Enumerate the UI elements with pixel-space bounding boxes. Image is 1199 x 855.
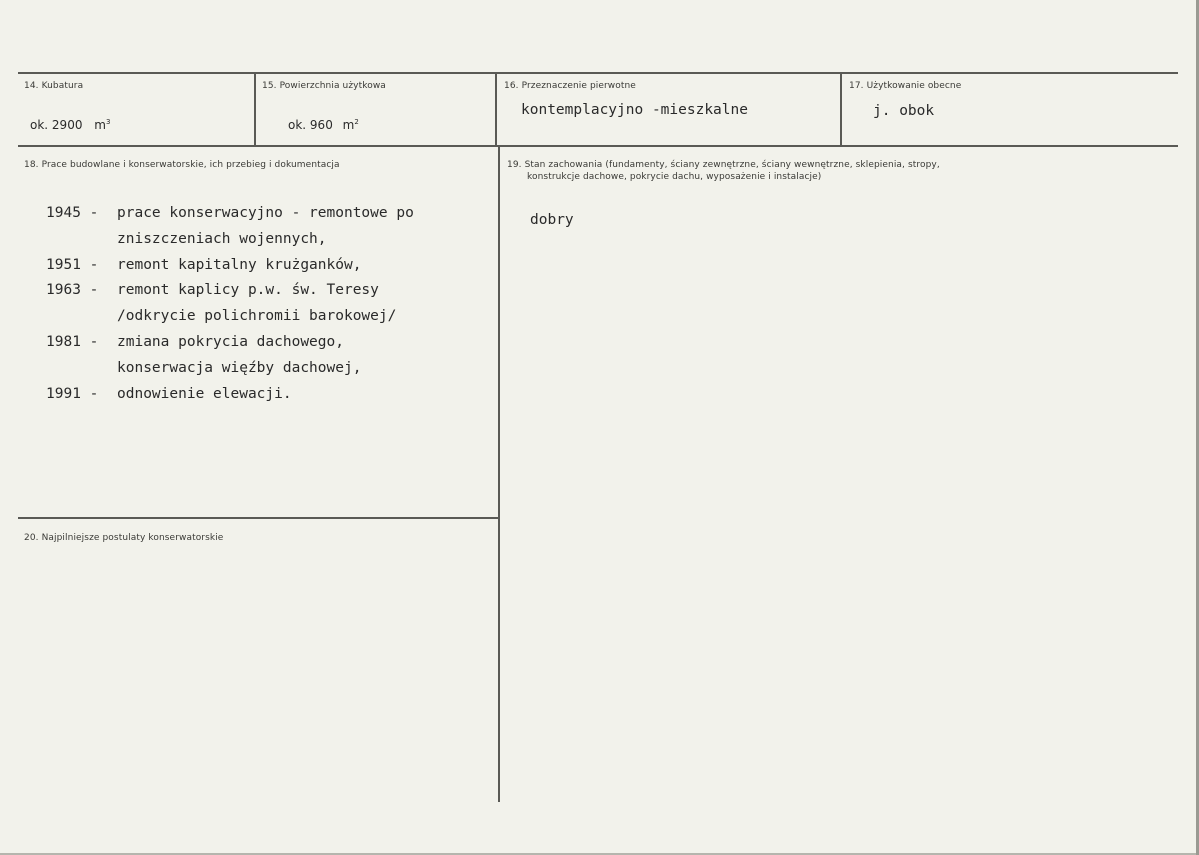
powierzchnia-unit-exp: 2: [354, 118, 359, 126]
field-14-label: 14. Kubatura: [24, 81, 84, 91]
works-year: 1951 -: [46, 256, 99, 273]
field-17-value: j. obok: [873, 103, 935, 119]
works-text: konserwacja więźby dachowej,: [117, 359, 362, 376]
powierzchnia-unit: [343, 118, 359, 132]
powierzchnia-unit-text: m: [342, 118, 355, 132]
field-15-label: 15. Powierzchnia użytkowa: [262, 81, 386, 91]
kubatura-unit-text: m: [94, 118, 106, 132]
field-20-label: 20. Najpilniejsze postulaty konserwatorskie: [24, 533, 224, 543]
field-16-value: kontemplacyjno -mieszkalne: [521, 102, 748, 118]
works-entry-1963: [46, 278, 414, 330]
top-rule: [18, 72, 1178, 74]
field-19-label-line1: 19. Stan zachowania (fundamenty, ściany zewnętrzne, ściany wewnętrzne, sklepienia, stropy,: [507, 160, 940, 170]
kubatura-value: ok. 2900: [30, 118, 83, 132]
divider-16-17: [840, 72, 842, 146]
works-text: prace konserwacyjno - remontowe po: [117, 205, 414, 221]
works-text: zniszczeniach wojennych,: [117, 230, 327, 247]
works-entry-1945: [46, 201, 414, 253]
works-text: remont kapitalny krużganków,: [117, 256, 362, 273]
works-entry-1951: [46, 253, 414, 279]
section-rule: [18, 517, 498, 519]
works-text: odnowienie elewacji.: [117, 385, 292, 402]
field-16-label: 16. Przeznaczenie pierwotne: [504, 81, 636, 91]
works-list: [46, 201, 414, 407]
works-text: /odkrycie polichromii barokowej/: [117, 308, 397, 325]
works-year: 1991 -: [46, 385, 99, 402]
kubatura-unit-exp: 3: [106, 118, 111, 126]
works-entry-1981: [46, 330, 414, 382]
works-entry-1991: [46, 382, 414, 408]
works-year: 1981 -: [46, 333, 99, 350]
field-17-label: 17. Użytkowanie obecne: [849, 81, 962, 91]
works-text: remont kaplicy p.w. św. Teresy: [117, 282, 379, 299]
field-19-value: dobry: [530, 212, 574, 228]
powierzchnia-value: ok. 960: [288, 118, 333, 132]
divider-15-16: [495, 72, 497, 146]
works-text: zmiana pokrycia dachowego,: [117, 333, 344, 350]
divider-14-15: [254, 72, 256, 146]
field-15-value: [288, 118, 359, 132]
field-14-value: [30, 118, 110, 132]
kubatura-unit: [94, 118, 110, 132]
field-18-label: 18. Prace budowlane i konserwatorskie, ich przebieg i dokumentacja: [24, 160, 340, 170]
field-19-label-line2: konstrukcje dachowe, pokrycie dachu, wyposażenie i instalacje): [527, 172, 822, 182]
works-year: 1945 -: [46, 205, 99, 221]
works-year: 1963 -: [46, 282, 99, 299]
row-rule: [18, 145, 1178, 147]
divider-18-19: [498, 146, 500, 802]
